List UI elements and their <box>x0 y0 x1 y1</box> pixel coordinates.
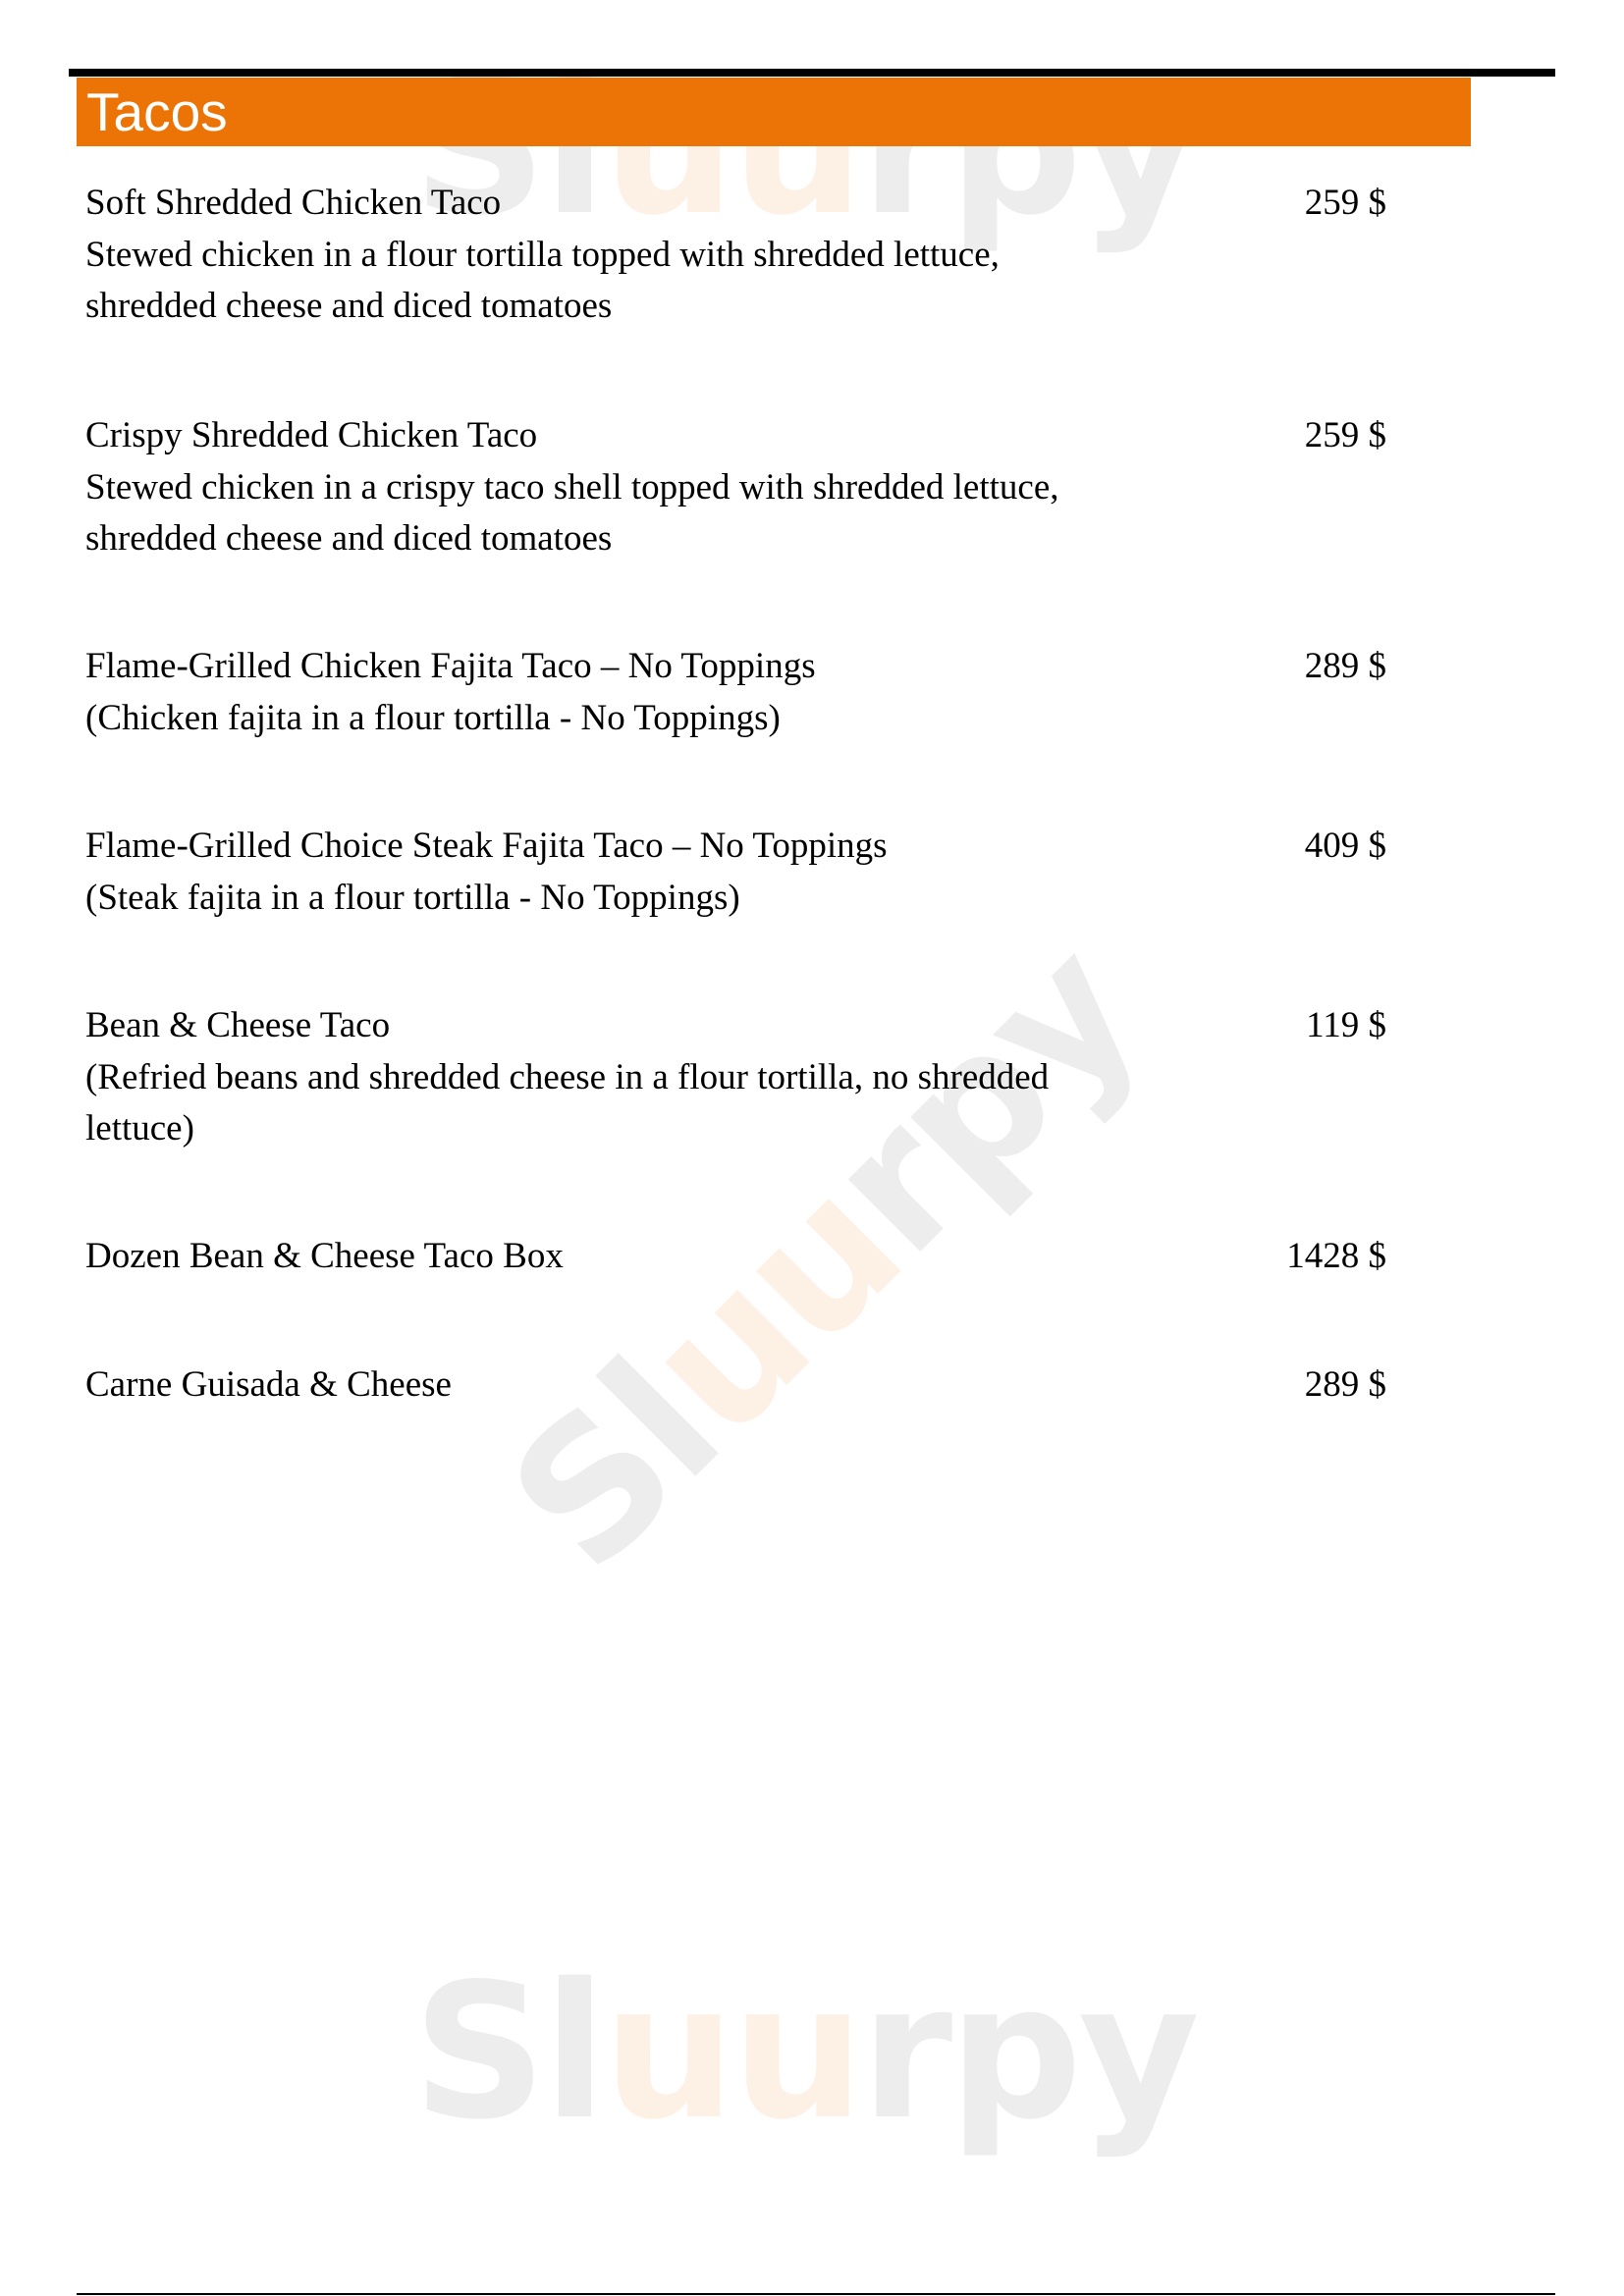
menu-item <box>85 821 1386 924</box>
menu-item-price: 1428 $ <box>1286 1236 1386 1276</box>
menu-item-price: 259 $ <box>1304 183 1386 223</box>
menu-item-price: 119 $ <box>1306 1005 1386 1045</box>
menu-item-name: Bean & Cheese Taco <box>85 1005 391 1045</box>
menu-item-name: Flame-Grilled Chicken Fajita Taco – No Toppings <box>85 646 816 686</box>
bottom-divider <box>77 2293 1555 2295</box>
menu-item <box>85 410 1386 565</box>
menu-item <box>85 1360 1386 1412</box>
menu-item-name: Soft Shredded Chicken Taco <box>85 183 502 223</box>
menu-item-description: Stewed chicken in a crispy taco shell topped with shredded lettuce, shredded cheese and diced tomatoes <box>85 466 1059 559</box>
sluurpy-watermark: Sluurpy <box>469 903 1178 1611</box>
menu-item-description: (Steak fajita in a flour tortilla - No Toppings) <box>85 877 740 918</box>
menu-item <box>85 1000 1386 1155</box>
menu-item-description: (Refried beans and shredded cheese in a flour tortilla, no shredded lettuce) <box>85 1056 1050 1148</box>
menu-item <box>85 641 1386 744</box>
menu-item-price: 289 $ <box>1304 646 1386 686</box>
menu-item <box>85 178 1386 333</box>
menu-item-name: Flame-Grilled Choice Steak Fajita Taco – No Toppings <box>85 826 888 866</box>
menu-item-name: Carne Guisada & Cheese <box>85 1364 452 1405</box>
menu-item-name: Dozen Bean & Cheese Taco Box <box>85 1236 564 1276</box>
menu-item-price: 259 $ <box>1304 415 1386 455</box>
menu-item-name: Crispy Shredded Chicken Taco <box>85 415 538 455</box>
menu-item-description: (Chicken fajita in a flour tortilla - No Toppings) <box>85 697 781 738</box>
menu-item-description: Stewed chicken in a flour tortilla topped with shredded lettuce, shredded cheese and diced tomatoes <box>85 234 1000 326</box>
menu-item-price: 289 $ <box>1304 1364 1386 1405</box>
section-title: Tacos <box>86 81 228 142</box>
section-header <box>77 78 1471 146</box>
top-divider <box>69 69 1555 77</box>
menu-item <box>85 1231 1386 1283</box>
sluurpy-watermark: Sluurpy <box>412 39 1197 256</box>
menu-item-price: 409 $ <box>1304 826 1386 866</box>
sluurpy-watermark: Sluurpy <box>412 1944 1197 2161</box>
